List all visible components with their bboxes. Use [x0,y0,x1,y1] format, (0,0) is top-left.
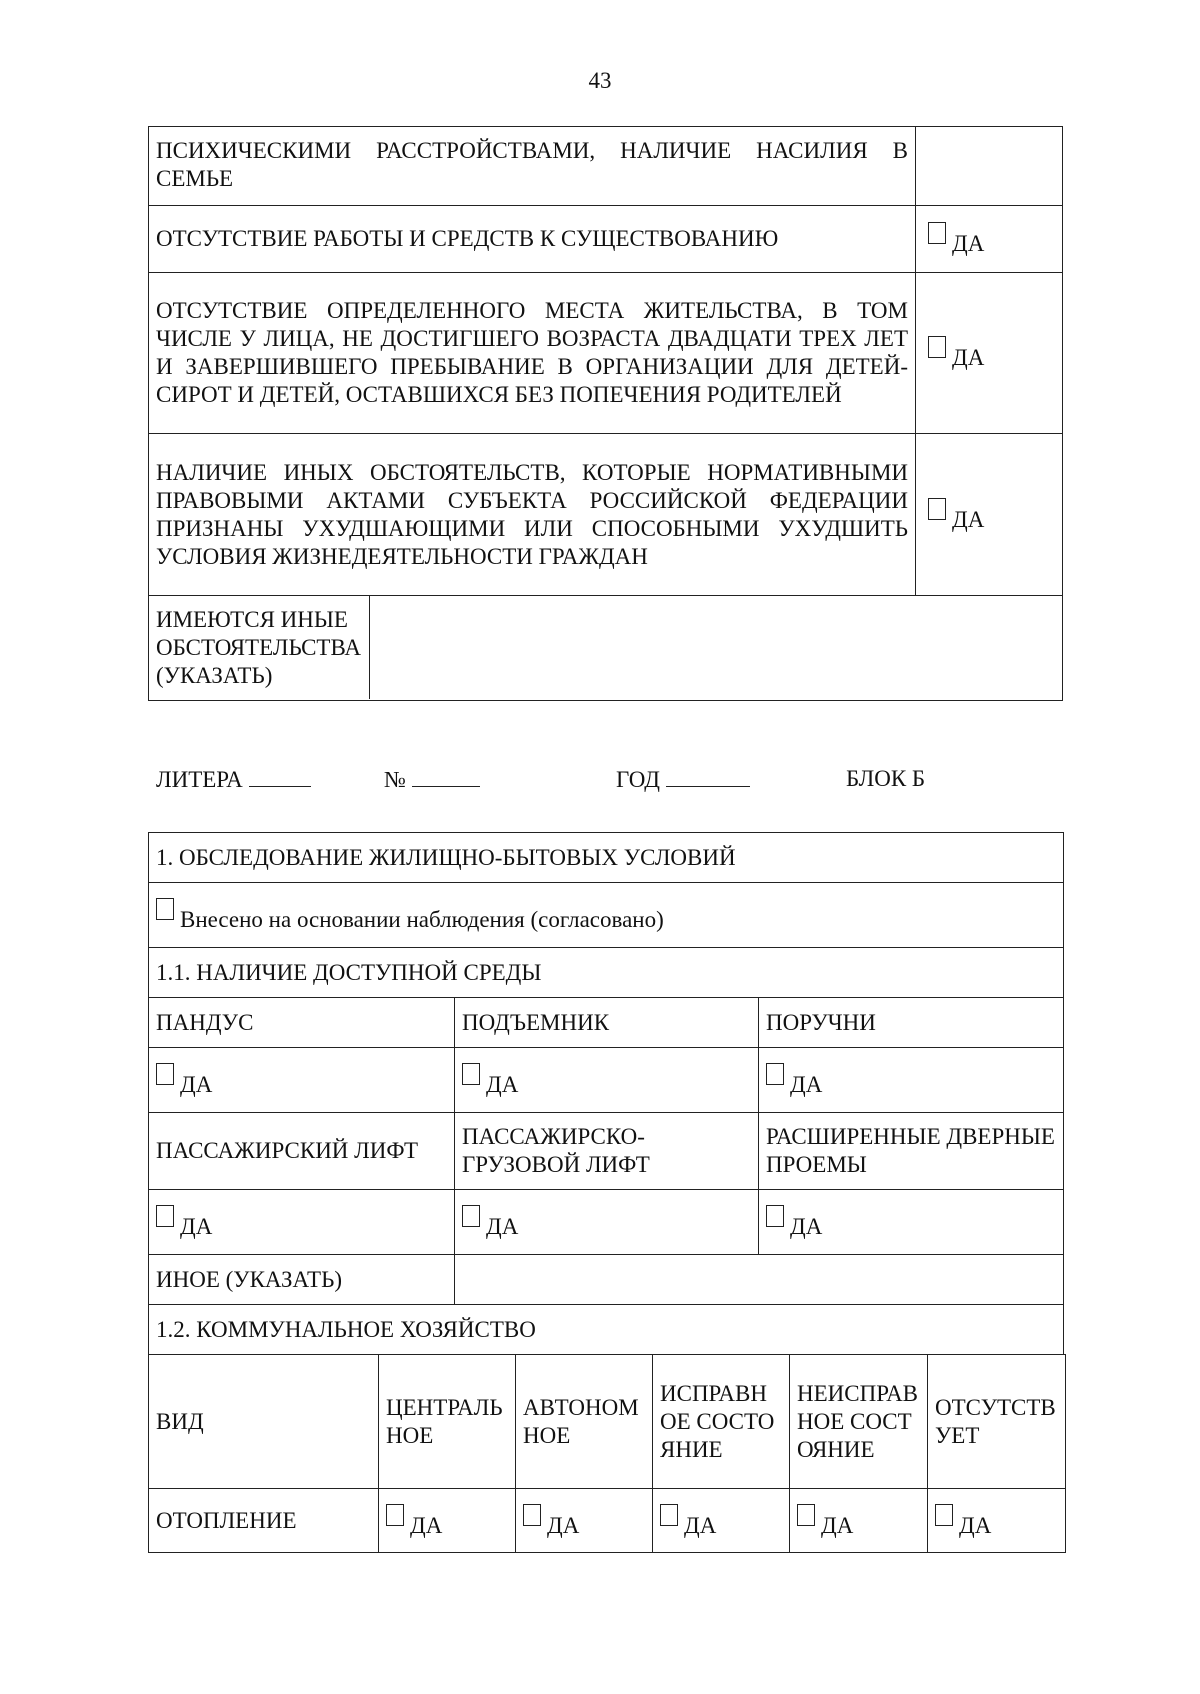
checkbox-icon[interactable] [462,1205,480,1227]
row-no-work-text: ОТСУТСТВИЕ РАБОТЫ И СРЕДСТВ К СУЩЕСТВОВАНИЮ [149,206,916,273]
col-autonomous-text: АВТОНОМНОЕ [523,1394,639,1448]
number-blank[interactable] [412,766,480,787]
col-faulty-header [790,1355,928,1489]
checkbox-icon[interactable] [935,1504,953,1526]
col-central-header [379,1355,516,1489]
specify-other-label: ИМЕЮТСЯ ИНЫЕ ОБСТОЯТЕЛЬСТВА (УКАЗАТЬ) [149,596,369,699]
other-specify-label: ИНОЕ (УКАЗАТЬ) [149,1255,455,1305]
lift-platform-checkbox-cell[interactable] [455,1048,759,1113]
block-label: БЛОК Б [846,766,926,791]
section-accessible-environment: 1.1. НАЛИЧИЕ ДОСТУПНОЙ СРЕДЫ [149,948,1064,998]
col-working-header [653,1355,790,1489]
specify-other-input-area[interactable] [369,596,1062,699]
yes-label: ДА [790,1072,823,1097]
litera-label: ЛИТЕРА [156,767,243,792]
handrails-checkbox-cell[interactable] [759,1048,1064,1113]
number-label: № [384,767,406,792]
section-utilities: 1.2. КОММУНАЛЬНОЕ ХОЗЯЙСТВО [149,1305,1064,1355]
checkbox-icon[interactable] [797,1504,815,1526]
litera-field[interactable] [156,766,311,793]
yes-label: ДА [180,1214,213,1239]
checkbox-icon[interactable] [156,1205,174,1227]
row-other-circumstances-text: НАЛИЧИЕ ИНЫХ ОБСТОЯТЕЛЬСТВ, КОТОРЫЕ НОРМАТИВНЫМИ ПРАВОВЫМИ АКТАМИ СУБЪЕКТА РОССИЙСКОЙ ФЕДЕРАЦИИ ПРИЗНАНЫ УХУДШАЮЩИМИ ИЛИ СПОСОБНЫМИ УХУДШИТЬ УСЛОВИЯ ЖИЗНЕДЕЯТЕЛЬНОСТИ ГРАЖДАН [149,434,916,596]
other-specify-input-area[interactable] [455,1255,1064,1305]
row-mental-disorders-empty-cell [916,127,1063,206]
wide-doors-checkbox-cell[interactable] [759,1190,1064,1255]
page-number: 43 [588,68,612,93]
heating-absent-checkbox-cell[interactable] [928,1489,1066,1553]
yes-label: ДА [684,1512,717,1538]
col-cargo-lift-header: ПАССАЖИРСКО-ГРУЗОВОЙ ЛИФТ [455,1113,759,1190]
ramp-checkbox-cell[interactable] [149,1048,455,1113]
row-no-work-checkbox-cell[interactable] [916,206,1063,273]
checkbox-icon[interactable] [766,1205,784,1227]
col-handrails-header: ПОРУЧНИ [759,998,1064,1048]
col-autonomous-header [516,1355,653,1489]
col-ramp-header: ПАНДУС [149,998,455,1048]
housing-survey-title: 1. ОБСЛЕДОВАНИЕ ЖИЛИЩНО-БЫТОВЫХ УСЛОВИЙ [149,833,1064,883]
circumstances-table [148,126,1063,701]
yes-label: ДА [821,1512,854,1538]
observation-label: Внесено на основании наблюдения (согласовано) [180,907,664,932]
yes-label: ДА [547,1512,580,1538]
checkbox-icon[interactable] [928,222,946,244]
year-blank[interactable] [666,766,750,787]
checkbox-icon[interactable] [928,498,946,520]
checkbox-icon[interactable] [156,1063,174,1085]
yes-label: ДА [952,345,985,370]
observation-checkbox-row[interactable] [149,883,1064,948]
row-mental-disorders-text: ПСИХИЧЕСКИМИ РАССТРОЙСТВАМИ, НАЛИЧИЕ НАСИЛИЯ В СЕМЬЕ [149,127,916,206]
yes-label: ДА [410,1512,443,1538]
yes-label: ДА [180,1072,213,1097]
heating-autonomous-checkbox-cell[interactable] [516,1489,653,1553]
row-heating-label: ОТОПЛЕНИЕ [149,1489,379,1553]
yes-label: ДА [952,231,985,256]
number-field[interactable] [384,766,480,793]
checkbox-icon[interactable] [156,898,174,920]
col-absent-text: ОТСУТСТВУЕТ [935,1394,1056,1448]
col-faulty-text: НЕИСПРАВНОЕ СОСТОЯНИЕ [797,1380,919,1462]
row-other-circumstances-checkbox-cell[interactable] [916,434,1063,596]
heating-faulty-checkbox-cell[interactable] [790,1489,928,1553]
utilities-table [148,1354,1066,1553]
col-wide-doors-header: РАСШИРЕННЫЕ ДВЕРНЫЕ ПРОЕМЫ [759,1113,1064,1190]
yes-label: ДА [486,1072,519,1097]
checkbox-icon[interactable] [766,1063,784,1085]
housing-conditions-table [148,832,1064,1355]
col-type-header: ВИД [149,1355,379,1489]
row-specify-other [149,596,1063,701]
row-no-residence-checkbox-cell[interactable] [916,273,1063,434]
col-lift-platform-header: ПОДЪЕМНИК [455,998,759,1048]
checkbox-icon[interactable] [660,1504,678,1526]
heating-working-checkbox-cell[interactable] [653,1489,790,1553]
yes-label: ДА [952,506,985,532]
heating-central-checkbox-cell[interactable] [379,1489,516,1553]
checkbox-icon[interactable] [386,1504,404,1526]
col-passenger-lift-header: ПАССАЖИРСКИЙ ЛИФТ [149,1113,455,1190]
year-field[interactable] [616,766,750,793]
col-central-text: ЦЕНТРАЛЬНОЕ [386,1394,503,1448]
cargo-lift-checkbox-cell[interactable] [455,1190,759,1255]
checkbox-icon[interactable] [462,1063,480,1085]
row-no-residence-text: ОТСУТСТВИЕ ОПРЕДЕЛЕННОГО МЕСТА ЖИТЕЛЬСТВА, В ТОМ ЧИСЛЕ У ЛИЦА, НЕ ДОСТИГШЕГО ВОЗРАСТА ДВАДЦАТИ ТРЕХ ЛЕТ И ЗАВЕРШИВШЕГО ПРЕБЫВАНИЕ В ОРГАНИЗАЦИИ ДЛЯ ДЕТЕЙ-СИРОТ И ДЕТЕЙ, ОСТАВШИХСЯ БЕЗ ПОПЕЧЕНИЯ РОДИТЕЛЕЙ [149,273,916,434]
yes-label: ДА [959,1512,992,1538]
yes-label: ДА [790,1214,823,1239]
col-absent-header [928,1355,1066,1489]
litera-blank[interactable] [249,766,311,787]
checkbox-icon[interactable] [928,336,946,358]
checkbox-icon[interactable] [523,1504,541,1526]
yes-label: ДА [486,1214,519,1239]
passenger-lift-checkbox-cell[interactable] [149,1190,455,1255]
year-label: ГОД [616,767,660,792]
col-working-text: ИСПРАВНОЕ СОСТОЯНИЕ [660,1380,775,1462]
